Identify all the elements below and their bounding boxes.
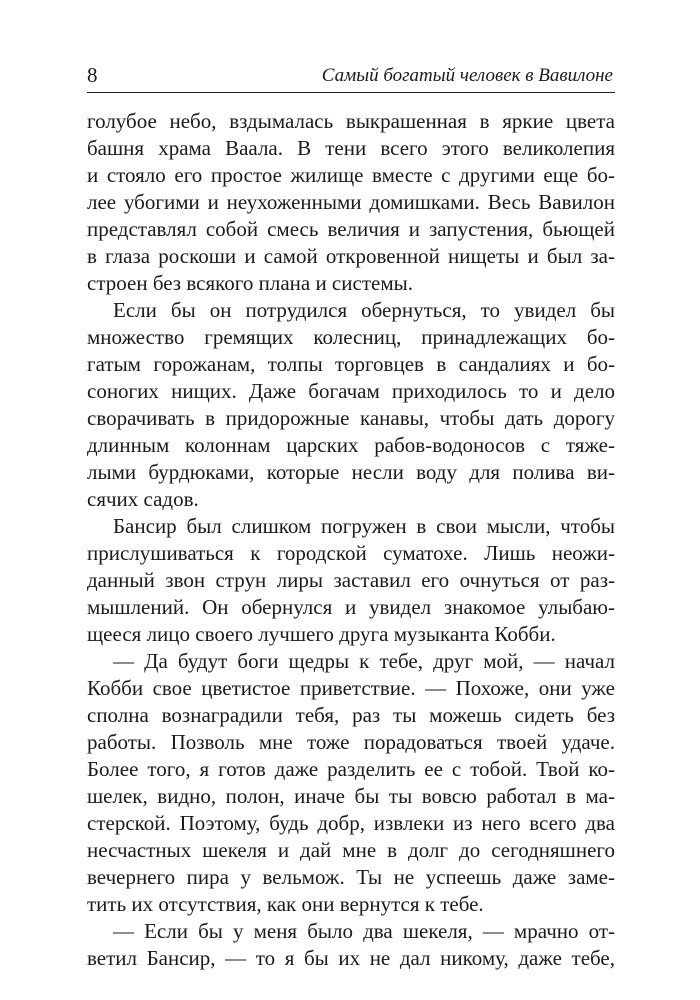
text-line: в глаза роскоши и самой откровенной нищеты и был за- <box>87 244 615 268</box>
text-line: Более того, я готов даже разделить ее с тобой. Твой ко- <box>87 757 615 781</box>
paragraph <box>87 513 615 648</box>
text-line: множество гремящих колесниц, принадлежащих бо- <box>87 325 615 349</box>
text-line: соногих нищих. Даже богачам приходилось то и дело <box>87 379 615 403</box>
page-number: 8 <box>87 63 98 87</box>
text-line: гатым горожанам, толпы торговцев в сандалиях и бо- <box>87 352 615 376</box>
text-line: голубое небо, вздымалась выкрашенная в яркие цвета <box>87 109 615 133</box>
text-line: сворачивать в придорожные канавы, чтобы дать дорогу <box>87 406 615 430</box>
text-line: Кобби свое цветистое приветствие. — Похоже, они уже <box>87 676 615 700</box>
text-line: шелек, видно, полон, иначе бы ты вовсю работал в ма- <box>87 784 615 808</box>
text-line: ветил Бансир, — то я бы их не дал никому, даже тебе, <box>87 946 615 970</box>
text-line: тить их отсутствия, как они вернутся к тебе. <box>87 892 484 916</box>
text-line: длинным колоннам царских рабов-водоносов с тяже- <box>87 433 615 457</box>
text-line: и стояло его простое жилище вместе с другими еще бо- <box>87 163 615 187</box>
text-line: мышлений. Он обернулся и увидел знакомое улыбаю- <box>87 595 615 619</box>
text-line: лее убогими и неухоженными домишками. Весь Вавилон <box>87 190 615 214</box>
page-header <box>87 58 615 93</box>
text-line: — Да будут боги щедры к тебе, друг мой, — начал <box>113 649 615 673</box>
paragraph <box>87 918 615 972</box>
paragraph <box>87 648 615 918</box>
running-title: Самый богатый человек в Вавилоне <box>321 65 613 86</box>
text-line: щееся лицо своего лучшего друга музыканта Кобби. <box>87 622 556 646</box>
text-line: несчастных шекеля и дай мне в долг до сегодняшнего <box>87 838 615 862</box>
text-line: сячих садов. <box>87 487 199 511</box>
text-line: Если бы он потрудился обернуться, то увидел бы <box>113 298 615 322</box>
text-line: вечернего пира у вельмож. Ты не успеешь даже заме- <box>87 865 615 889</box>
text-line: Бансир был слишком погружен в свои мысли, чтобы <box>113 514 615 538</box>
text-line: работы. Позволь мне тоже порадоваться твоей удаче. <box>87 730 615 754</box>
text-line: прислушиваться к городской суматохе. Лишь неожи- <box>87 541 615 565</box>
text-line: стерской. Поэтому, будь добр, извлеки из него всего два <box>87 811 615 835</box>
body-text <box>87 108 615 972</box>
text-line: данный звон струн лиры заставил его очнуться от раз- <box>87 568 615 592</box>
paragraph <box>87 297 615 513</box>
text-line: представлял собой смесь величия и запустения, бьющей <box>87 217 615 241</box>
text-line: сполна вознаградили тебя, раз ты можешь сидеть без <box>87 703 615 727</box>
text-line: — Если бы у меня было два шекеля, — мрачно от- <box>113 919 615 943</box>
paragraph <box>87 108 615 297</box>
text-line: лыми бурдюками, которые несли воду для полива ви- <box>87 460 615 484</box>
text-line: башня храма Ваала. В тени всего этого великолепия <box>87 136 615 160</box>
text-line: строен без всякого плана и системы. <box>87 271 413 295</box>
